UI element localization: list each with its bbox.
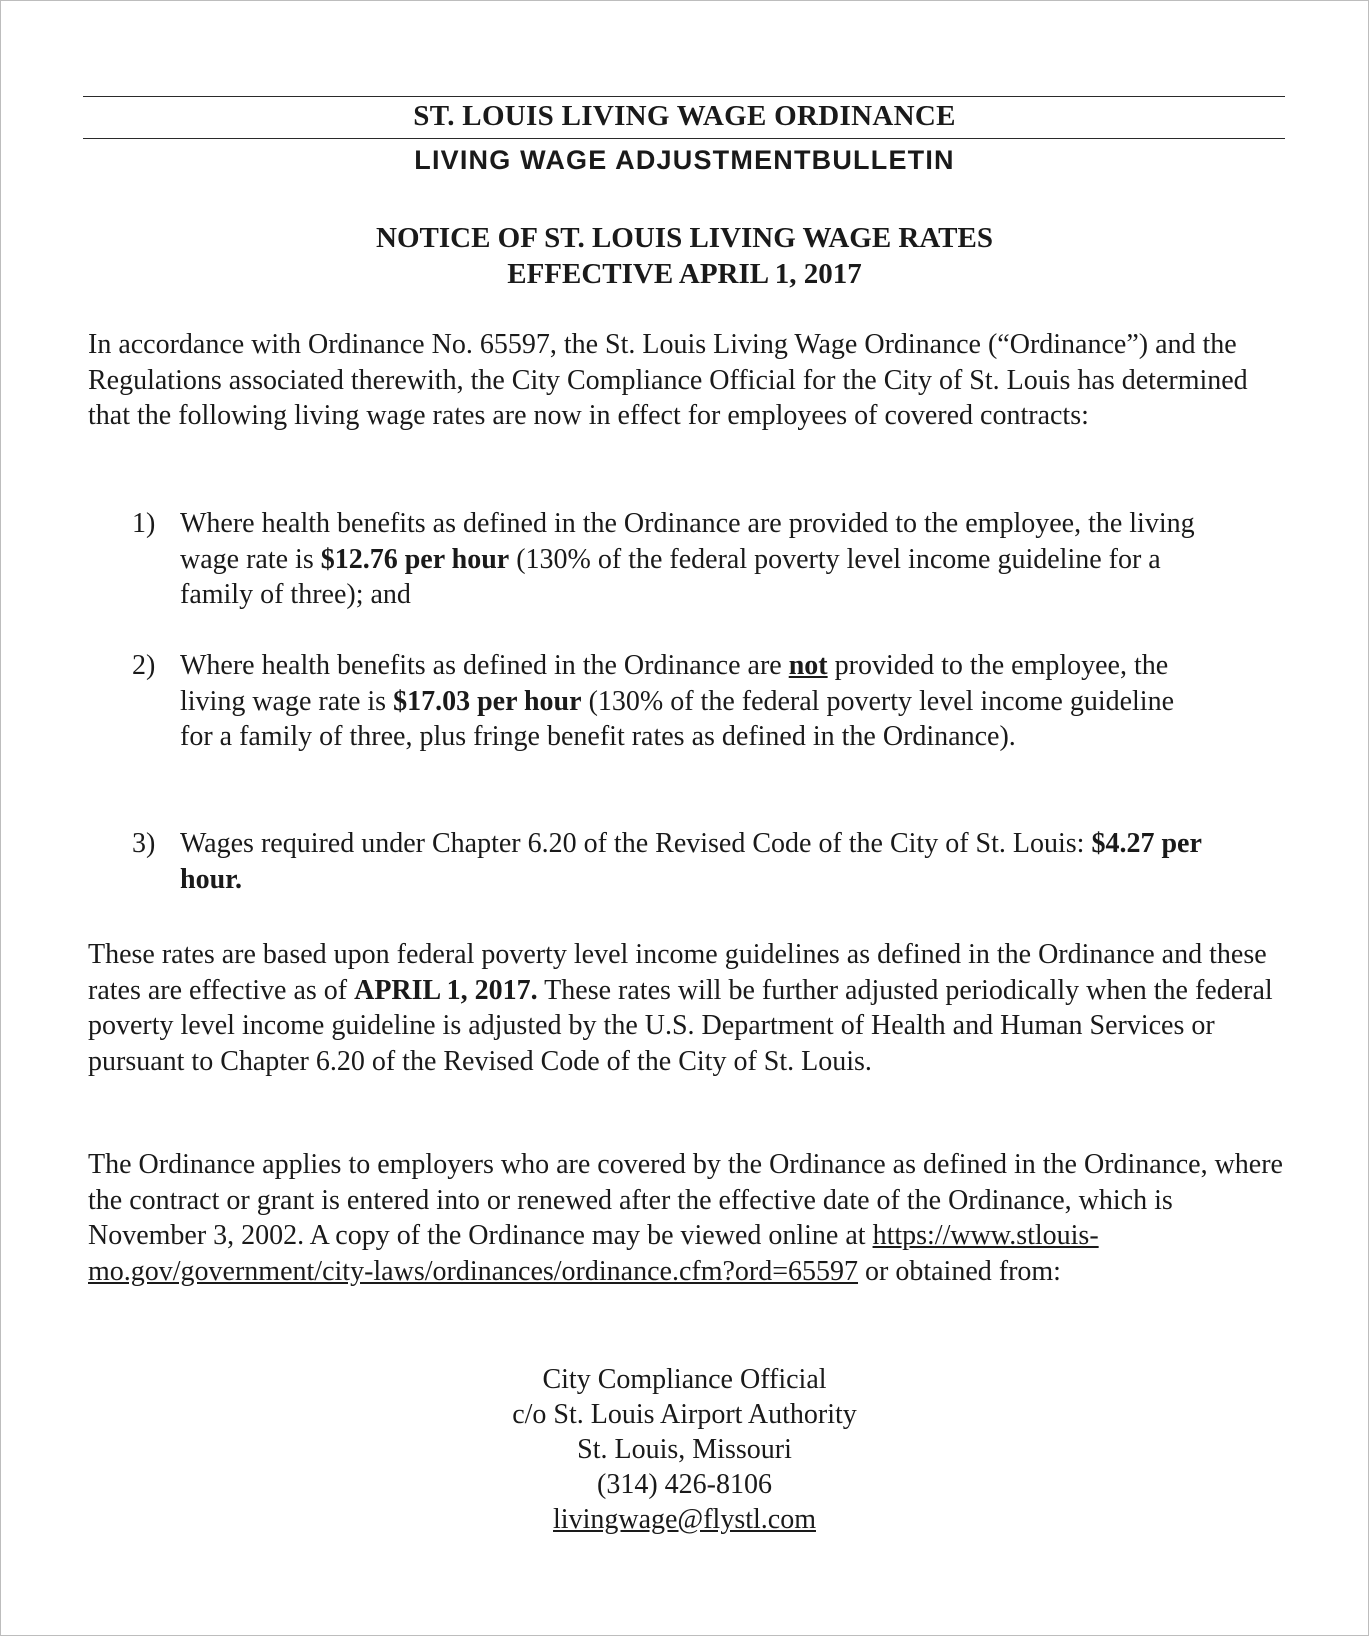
ordinance-title: ST. LOUIS LIVING WAGE ORDINANCE — [413, 100, 956, 132]
rates-text-start: These rates are based upon federal poverty level income guidelines as defined in the Ordinance and these rates are effective as of — [88, 939, 1267, 1006]
list-item-number: 2) — [132, 650, 156, 681]
item-1-text-start: Where health benefits as defined in the Ordinance are provided to the employee, the living wage rate is — [180, 508, 1195, 575]
item-1-text-end: (130% of the federal poverty level income guideline for a family of three); and — [180, 543, 1161, 610]
list-item-text — [180, 648, 1212, 755]
list-item-number: 3) — [132, 828, 156, 859]
applies-paragraph — [88, 1147, 1288, 1289]
list-item-chapter-6-20 — [132, 826, 1212, 897]
item-2-text-end: (130% of the federal poverty level income guideline for a family of three, plus fringe benefit rates as defined in the Ordinance). — [180, 685, 1175, 752]
contact-phone: (314) 426-8106 — [597, 1469, 772, 1500]
effective-date-bold: APRIL 1, 2017. — [354, 974, 538, 1006]
not-emphasis: not — [788, 650, 828, 681]
rates-paragraph — [88, 937, 1288, 1079]
list-item-with-health-benefits — [132, 506, 1212, 613]
ordinance-link[interactable]: https://www.stlouis-mo.gov/government/city-laws/ordinances/ordinance.cfm?ord=65597 — [88, 1220, 1099, 1287]
header-middle-rule — [83, 138, 1285, 139]
list-item-text — [180, 826, 1212, 897]
contact-block — [0, 1362, 1369, 1537]
list-item-number: 1) — [132, 508, 156, 539]
rates-text-end: These rates will be further adjusted periodically when the federal poverty level income guideline is adjusted by the U.S. Department of Health and Human Services or pursuant to Chapter 6.20 of the Revised Code of the City of St. Louis. — [88, 974, 1273, 1077]
contact-title: City Compliance Official — [542, 1364, 827, 1395]
list-item-text — [180, 506, 1212, 613]
applies-text-start: The Ordinance applies to employers who are covered by the Ordinance as defined in the Ordinance, where the contract or grant is entered into or renewed after the effective date of the Ordinance, which is November 3, 2002. A copy of the Ordinance may be viewed online at — [88, 1149, 1283, 1251]
bulletin-title: LIVING WAGE ADJUSTMENTBULLETIN — [414, 145, 955, 175]
contact-organization: c/o St. Louis Airport Authority — [512, 1399, 857, 1430]
rate-without-benefits: $17.03 per hour — [393, 685, 582, 717]
notice-line-1: NOTICE OF ST. LOUIS LIVING WAGE RATES — [376, 222, 993, 254]
rate-chapter-6-20: $4.27 per hour. — [180, 828, 1202, 895]
list-item-without-health-benefits — [132, 648, 1212, 755]
header-top-rule — [83, 96, 1285, 97]
intro-paragraph: In accordance with Ordinance No. 65597, the St. Louis Living Wage Ordinance (“Ordinance”) and the Regulations associated therewith, the City Compliance Official for the City of St. Louis has determined that the following living wage rates are now in effect for employees of covered contracts: — [88, 329, 1248, 431]
rate-with-benefits: $12.76 per hour — [320, 543, 510, 575]
item-2-text-middle: provided to the employee, the living wage rate is — [180, 650, 1169, 717]
item-2-text-start: Where health benefits as defined in the Ordinance are — [180, 650, 789, 681]
contact-city: St. Louis, Missouri — [577, 1434, 792, 1465]
notice-effective-date: EFFECTIVE APRIL 1, 2017 — [507, 258, 862, 290]
notice-heading — [0, 220, 1369, 292]
item-3-text: Wages required under Chapter 6.20 of the Revised Code of the City of St. Louis: — [180, 828, 1092, 859]
contact-email-link[interactable]: livingwage@flystl.com — [553, 1504, 816, 1535]
applies-text-end: or obtained from: — [858, 1255, 1061, 1287]
